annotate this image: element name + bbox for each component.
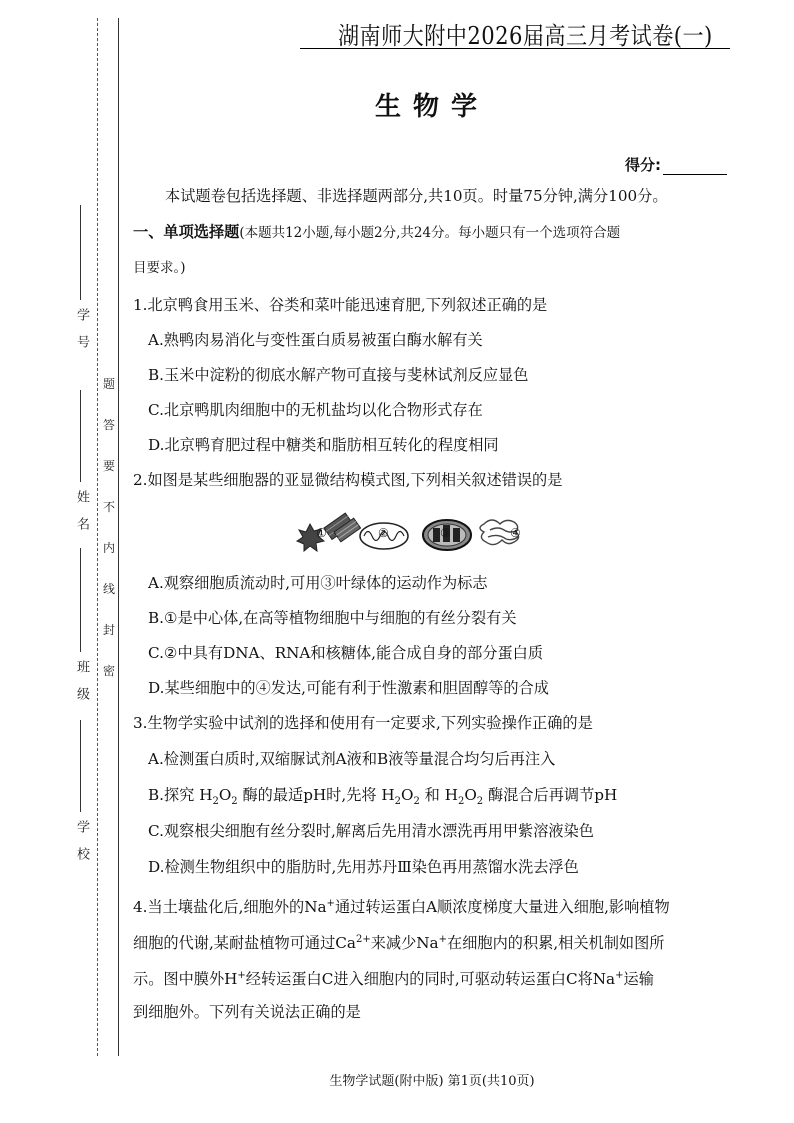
class-label: 班级 [74,660,89,714]
exam-intro: 本试题卷包括选择题、非选择题两部分,共10页。时量75分钟,满分100分。 [165,187,668,205]
section-desc: (本题共12小题,每小题2分,共24分。每小题只有一个选项符合题 [239,225,621,241]
class-field[interactable] [80,548,81,652]
section-title: 一、单项选择题 [133,223,240,241]
header-rule [300,48,730,49]
seal-char: 题 [102,377,115,391]
q3-stem: 3.生物学实验中试剂的选择和使用有一定要求,下列实验操作正确的是 [133,714,593,732]
q2-option-a: A.观察细胞质流动时,可用③叶绿体的运动作为标志 [148,574,488,592]
score-blank[interactable] [663,160,727,175]
q2-stem: 2.如图是某些细胞器的亚显微结构模式图,下列相关叙述错误的是 [133,471,563,489]
section-heading [133,222,620,243]
score-label: 得分: [625,156,661,174]
q2-option-c: C.②中具有DNA、RNA和核糖体,能合成自身的部分蛋白质 [148,644,544,662]
page-footer: 生物学试题(附中版) 第1页(共10页) [329,1074,535,1089]
seal-char: 答 [102,418,115,432]
q3-option-c: C.观察根尖细胞有丝分裂时,解离后先用清水漂洗再用甲紫溶液染色 [148,822,594,840]
school-label: 学校 [74,820,89,874]
seal-char: 内 [102,541,115,555]
figure-label-2: ② [378,526,389,540]
exam-title: 湖南师大附中2026届高三月考试卷(一) [338,22,713,50]
q2-option-d: D.某些细胞中的④发达,可能有利于性激素和胆固醇等的合成 [148,679,549,697]
centrosome-drawing [297,513,361,551]
figure-label-1: ① [316,526,327,540]
q1-option-a: A.熟鸭肉易消化与变性蛋白质易被蛋白酶水解有关 [148,331,483,349]
q3-option-b: B.探究 $H_2O_2$ 酶的最适pH时,先将 $H_2O_2$ 和 $H_2O_2$ 酶混合后再调节pH [148,786,618,808]
organelle-figure [292,510,524,568]
seal-char: 线 [102,582,115,596]
q1-option-c: C.北京鸭肌肉细胞中的无机盐均以化合物形式存在 [148,401,483,419]
name-label: 姓名 [74,490,89,544]
q3-option-a: A.检测蛋白质时,双缩脲试剂A液和B液等量混合均匀后再注入 [148,750,556,768]
seal-char: 不 [102,500,115,514]
section-desc-cont: 目要求。) [133,260,186,276]
seal-char: 密 [102,664,115,678]
binding-dashed-line [97,18,98,1056]
school-field[interactable] [80,720,81,812]
q1-stem: 1.北京鸭食用玉米、谷类和菜叶能迅速育肥,下列叙述正确的是 [133,296,548,314]
q4-stem-line4: 到细胞外。下列有关说法正确的是 [133,1003,361,1021]
name-field[interactable] [80,390,81,482]
score-box [625,154,727,175]
q2-option-b: B.①是中心体,在高等植物细胞中与细胞的有丝分裂有关 [148,609,517,627]
q1-option-b: B.玉米中淀粉的彻底水解产物可直接与斐林试剂反应显色 [148,366,529,384]
q3-option-d: D.检测生物组织中的脂肪时,先用苏丹Ⅲ染色再用蒸馏水洗去浮色 [148,858,579,876]
figure-label-4: ④ [510,526,521,540]
subject-title: 生物学 [374,92,489,122]
q4-stem-line1: 4.当土壤盐化后,细胞外的Na+通过转运蛋白A顺浓度梯度大量进入细胞,影响植物 [133,898,670,917]
binding-solid-line [118,18,119,1056]
student-id-label: 学号 [74,308,89,362]
q4-stem-line2: 细胞的代谢,某耐盐植物可通过$Ca^{2+}$来减少Na+在细胞内的积累,相关机制如图所 [133,934,665,953]
student-id-field[interactable] [80,205,81,300]
figure-label-3: ③ [440,526,451,540]
q1-option-d: D.北京鸭育肥过程中糖类和脂肪相互转化的程度相同 [148,436,499,454]
seal-char: 要 [102,459,115,473]
seal-char: 封 [102,623,115,637]
q4-stem-line3: 示。图中膜外H+经转运蛋白C进入细胞内的同时,可驱动转运蛋白C将Na+运输 [133,970,654,989]
